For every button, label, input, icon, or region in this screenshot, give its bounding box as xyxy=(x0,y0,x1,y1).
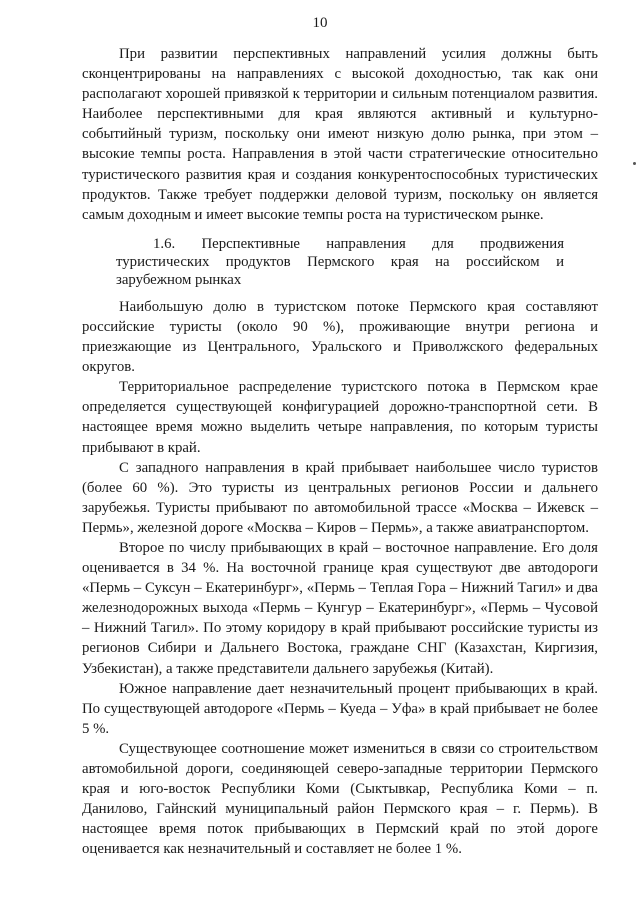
paragraph-russian-tourists-share: Наибольшую долю в туристском потоке Пермского края составляют российские туристы (около 90 %), проживающие внутри региона и приезжающие из Центрального, Уральского и Приволжского федеральных округов. xyxy=(82,298,598,376)
page-number: 10 xyxy=(312,15,328,31)
section-heading: 1.6. Перспективные направления для продвижения туристических продуктов Пермского края на российском и зарубежном рынках xyxy=(116,235,564,288)
paragraph-territorial-distribution: Территориальное распределение туристского потока в Пермском крае определяется существующей конфигурацией дорожно-транспортной сети. В настоящее время можно выделить четыре направления, по которым туристы прибывают в край. xyxy=(82,379,598,456)
intro-paragraph: При развитии перспективных направлений усилия должны быть сконцентрированы на направлениях с высокой доходностью, так как они располагают хорошей привязкой к территории и сильным потенциалом развития. Наиболее перспективными для края являются активный и культурно-событийный туризм, поскольку они имеют низкую долю рынка, при этом – высокие темпы роста. Направления в этой части стратегические относительно туристического развития края и создания конкурентоспособных туристических продуктов. Также требует поддержки деловой туризм, поскольку он является самым доходным и имеет высокие темпы роста на туристическом рынке. xyxy=(82,46,598,223)
paragraph-northwestern-road: Существующее соотношение может измениться в связи со строительством автомобильной дороги, соединяющей северо-западные территории Пермского края и юго-восток Республики Коми (Сыктывкар, Республика Коми – п. Данилово, Гайнский муниципальный район Пермского края – г. Пермь). В настоящее время поток прибывающих в Пермский край по этой дороге оценивается как незначительный и составляет не более 1 %. xyxy=(82,740,598,858)
document-body xyxy=(82,44,598,859)
paragraph-southern-direction: Южное направление дает незначительный процент прибывающих в край. По существующей автодороге «Пермь – Куеда – Уфа» в край прибывает не более 5 %. xyxy=(82,680,598,737)
paragraph-western-direction: С западного направления в край прибывает наибольшее число туристов (более 60 %). Это туристы из центральных регионов России и дальнего зарубежья. Туристы прибывают по автомобильной трассе «Москва – Ижевск – Пермь», железной дороге «Москва – Киров – Пермь», а также авиатранспортом. xyxy=(82,459,598,536)
scan-speck xyxy=(633,162,636,165)
paragraph-eastern-direction: Второе по числу прибывающих в край – восточное направление. Его доля оценивается в 34 %. На восточной границе края существуют две автодороги «Пермь – Суксун – Екатеринбург», «Пермь – Теплая Гора – Нижний Тагил» и два железнодорожных выхода «Пермь – Кунгур – Екатеринбург», «Пермь – Чусовой – Нижний Тагил». По этому коридору в край прибывают российские туристы из регионов Сибири и Дальнего Востока, граждане СНГ (Казахстан, Киргизия, Узбекистан), а также представители дальнего зарубежья (Китай). xyxy=(82,539,598,677)
